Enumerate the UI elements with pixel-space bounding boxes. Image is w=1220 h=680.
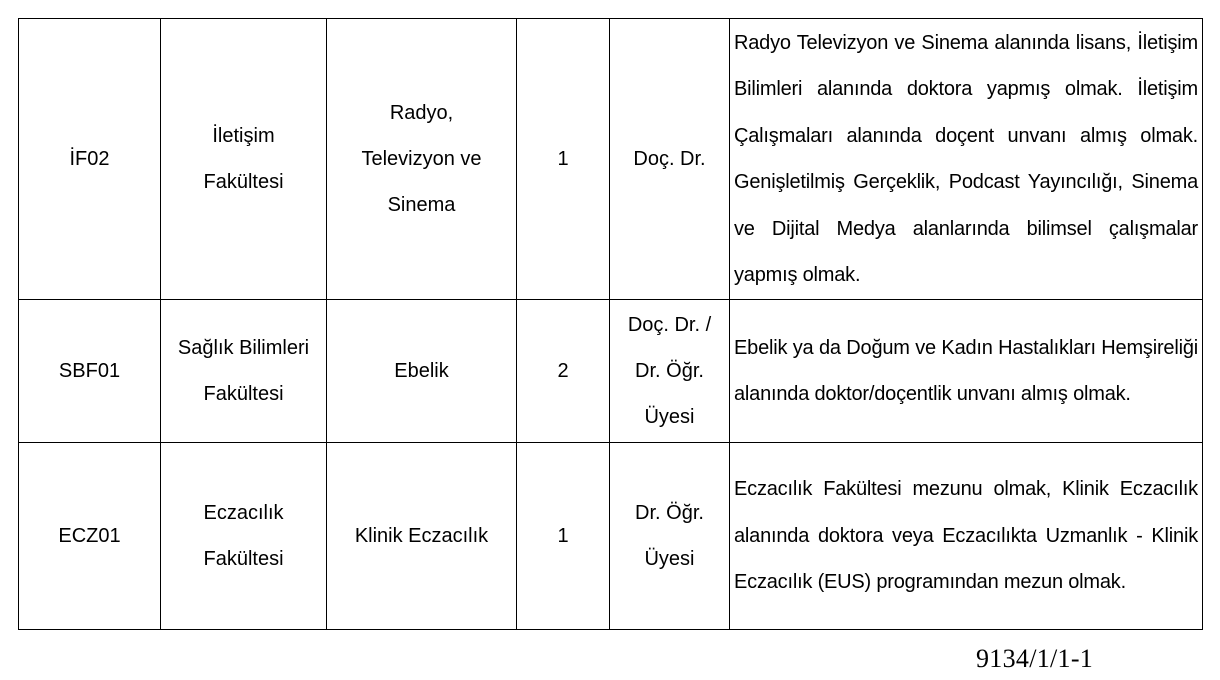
position-code-cell bbox=[19, 443, 161, 630]
faculty-name: Sağlık Bilimleri Fakültesi bbox=[177, 337, 310, 405]
position-code-cell bbox=[19, 19, 161, 300]
faculty-name: İletişim Fakültesi bbox=[203, 125, 284, 193]
document-number: 9134/1/1-1 bbox=[976, 644, 1094, 673]
position-count: 1 bbox=[557, 148, 569, 170]
position-count-cell bbox=[517, 443, 610, 630]
academic-title-cell bbox=[610, 443, 730, 630]
requirements-cell bbox=[730, 19, 1203, 300]
table-row bbox=[19, 300, 1203, 443]
academic-title: Doç. Dr. bbox=[633, 148, 706, 170]
requirements-text: Radyo Televizyon ve Sinema alanında lisans, İletişim Bilimleri alanında doktora yapmış olmak. İletişim Çalışmaları alanında doçent unvanı almış olmak. Genişletilmiş Gerçeklik, Podcast Yayıncılığı, Sinema ve Dijital Medya alanlarında bilimsel çalışmalar yapmış olmak. bbox=[734, 31, 1198, 286]
department-cell bbox=[327, 300, 517, 443]
faculty-cell bbox=[161, 300, 327, 443]
position-count: 1 bbox=[557, 525, 569, 547]
requirements-cell bbox=[730, 443, 1203, 630]
position-code: İF02 bbox=[69, 148, 110, 170]
table-row bbox=[19, 19, 1203, 300]
requirements-text: Eczacılık Fakültesi mezunu olmak, Klinik Eczacılık alanında doktora veya Eczacılıkta Uzmanlık - Klinik Eczacılık (EUS) programından mezun olmak. bbox=[734, 478, 1198, 594]
positions-table bbox=[18, 18, 1203, 630]
department-name: Klinik Eczacılık bbox=[354, 525, 489, 547]
position-count-cell bbox=[517, 300, 610, 443]
position-code: ECZ01 bbox=[58, 525, 121, 547]
table-row bbox=[19, 443, 1203, 630]
position-count-cell bbox=[517, 19, 610, 300]
academic-title-cell bbox=[610, 19, 730, 300]
position-code: SBF01 bbox=[58, 360, 121, 382]
faculty-name: Eczacılık Fakültesi bbox=[203, 502, 284, 570]
department-cell bbox=[327, 19, 517, 300]
academic-title-cell bbox=[610, 300, 730, 443]
academic-title: Doç. Dr. / Dr. Öğr. Üyesi bbox=[627, 314, 712, 428]
position-code-cell bbox=[19, 300, 161, 443]
academic-title: Dr. Öğr. Üyesi bbox=[635, 502, 704, 570]
requirements-cell bbox=[730, 300, 1203, 443]
department-name: Radyo, Televizyon ve Sinema bbox=[361, 102, 482, 216]
department-name: Ebelik bbox=[394, 360, 449, 382]
department-cell bbox=[327, 443, 517, 630]
faculty-cell bbox=[161, 443, 327, 630]
requirements-text: Ebelik ya da Doğum ve Kadın Hastalıkları Hemşireliği alanında doktor/doçentlik unvanı almış olmak. bbox=[734, 336, 1198, 405]
faculty-cell bbox=[161, 19, 327, 300]
position-count: 2 bbox=[557, 360, 569, 382]
